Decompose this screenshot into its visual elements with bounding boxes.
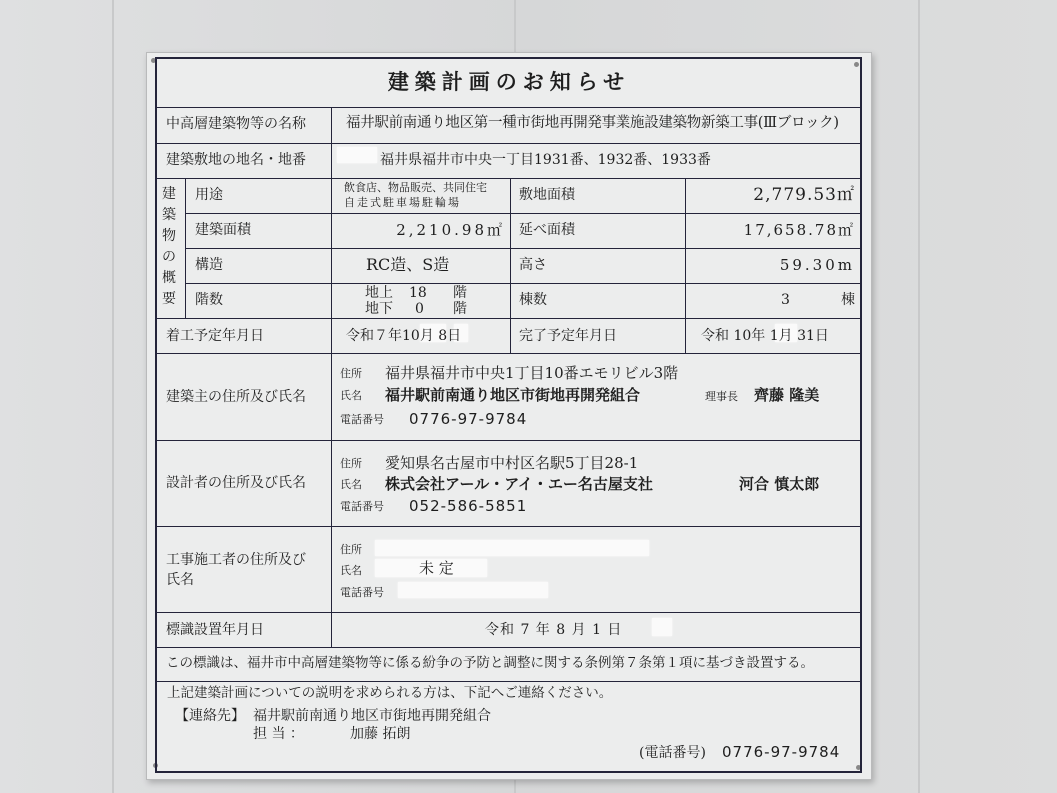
building-name-label: 中高層建築物等の名称 [166,116,306,132]
contractor-address-label: 住所 [340,543,362,556]
use-label: 用途 [195,187,223,203]
cover-tape [398,582,548,598]
contractor-name-label: 氏名 [340,564,362,577]
designer-tel: 052-586-5851 [409,497,528,515]
designer-label: 設計者の住所及び氏名 [166,475,306,491]
designer-name-label: 氏名 [340,478,362,491]
owner-label: 建築主の住所及び氏名 [166,389,306,405]
designer-rep-name: 河合 慎太郎 [739,475,820,493]
cover-tape [375,540,649,556]
start-date-value: 令和７年10月 8日 [346,328,462,344]
owner-name: 福井駅前南通り地区市街地再開発組合 [385,386,641,404]
contact-org: 福井駅前南通り地区市街地再開発組合 [253,708,491,724]
designer-address: 愛知県名古屋市中村区名駅5丁目28-1 [385,454,639,472]
contractor-name: 未 定 [419,559,454,577]
use-value-line2: 自走式駐車場駐輪場 [344,196,461,209]
buildings-unit: 棟 [841,292,855,308]
buildings-count: 3 [781,292,790,308]
floors-unit: 階 [453,285,467,301]
total-floor-area-value: 17,658.78㎡ [743,221,855,239]
contact-note: 上記建築計画についての説明を求められる方は、下記へご連絡ください。 [167,685,613,701]
height-value: 59.30m [779,256,855,274]
use-value-line1: 飲食店、物品販売、共同住宅 [344,181,487,194]
contact-tel-label: (電話番号) [639,745,706,761]
contact-person: 加藤 拓朗 [350,726,411,742]
screw-icon [854,62,859,67]
construction-notice-sign [146,52,872,780]
height-label: 高さ [519,257,547,273]
building-area-label: 建築面積 [195,222,251,238]
buildings-label: 棟数 [519,292,547,308]
site-area-value: 2,779.53㎡ [753,185,855,205]
site-area-label: 敷地面積 [519,187,575,203]
contact-label: 【連絡先】 [175,708,245,724]
owner-address: 福井県福井市中央1丁目10番エモリビル3階 [385,364,679,382]
owner-tel-label: 電話番号 [340,413,384,426]
floors-above-count: 18 [409,285,427,301]
floors-unit: 階 [453,301,467,317]
owner-tel: 0776-97-9784 [409,410,528,428]
start-date-label: 着工予定年月日 [166,328,264,344]
owner-address-label: 住所 [340,367,362,380]
cover-tape [337,147,377,163]
designer-tel-label: 電話番号 [340,500,384,513]
ordinance-note: この標識は、福井市中高層建築物等に係る紛争の予防と調整に関する条例第７条第１項に基づき設置する。 [166,655,814,671]
sign-date-value: 令和 7 年 8 月 1 日 [485,622,623,638]
completion-date-value: 令和 10年 1月 31日 [701,328,829,344]
contact-tel: 0776-97-9784 [722,743,841,761]
owner-name-label: 氏名 [340,389,362,402]
site-address-label: 建築敷地の地名・地番 [166,152,306,168]
floors-below-count: 0 [415,301,424,317]
building-area-value: 2,210.98㎡ [396,221,505,239]
building-overview-label: 建築物の概要 [162,186,176,307]
designer-address-label: 住所 [340,457,362,470]
owner-rep-title: 理事長 [705,390,738,403]
owner-rep-name: 齊藤 隆美 [754,386,820,404]
sign-title: 建築計画のお知らせ [387,69,631,94]
contractor-tel-label: 電話番号 [340,586,384,599]
completion-date-label: 完了予定年月日 [519,328,617,344]
building-name-value: 福井駅前南通り地区第一種市街地再開発事業施設建築物新築工事(Ⅲブロック) [346,115,839,131]
floors-label: 階数 [195,292,223,308]
contractor-label-line1: 工事施工者の住所及び [166,552,306,568]
sign-date-label: 標識設置年月日 [166,622,264,638]
designer-name: 株式会社アール・アイ・エー名古屋支社 [385,475,653,493]
structure-label: 構造 [195,257,223,273]
cover-tape [652,618,672,636]
wall-seam [918,0,920,793]
floors-below-label: 地下 [365,301,393,317]
contractor-label-line2: 氏名 [166,572,194,588]
site-address-value: 福井県福井市中央一丁目1931番、1932番、1933番 [380,152,711,168]
floors-above-label: 地上 [365,285,393,301]
structure-value: RC造、S造 [366,255,450,274]
contact-person-label: 担 当 ： [253,726,304,742]
total-floor-area-label: 延べ面積 [519,222,575,238]
wall-seam [112,0,114,793]
